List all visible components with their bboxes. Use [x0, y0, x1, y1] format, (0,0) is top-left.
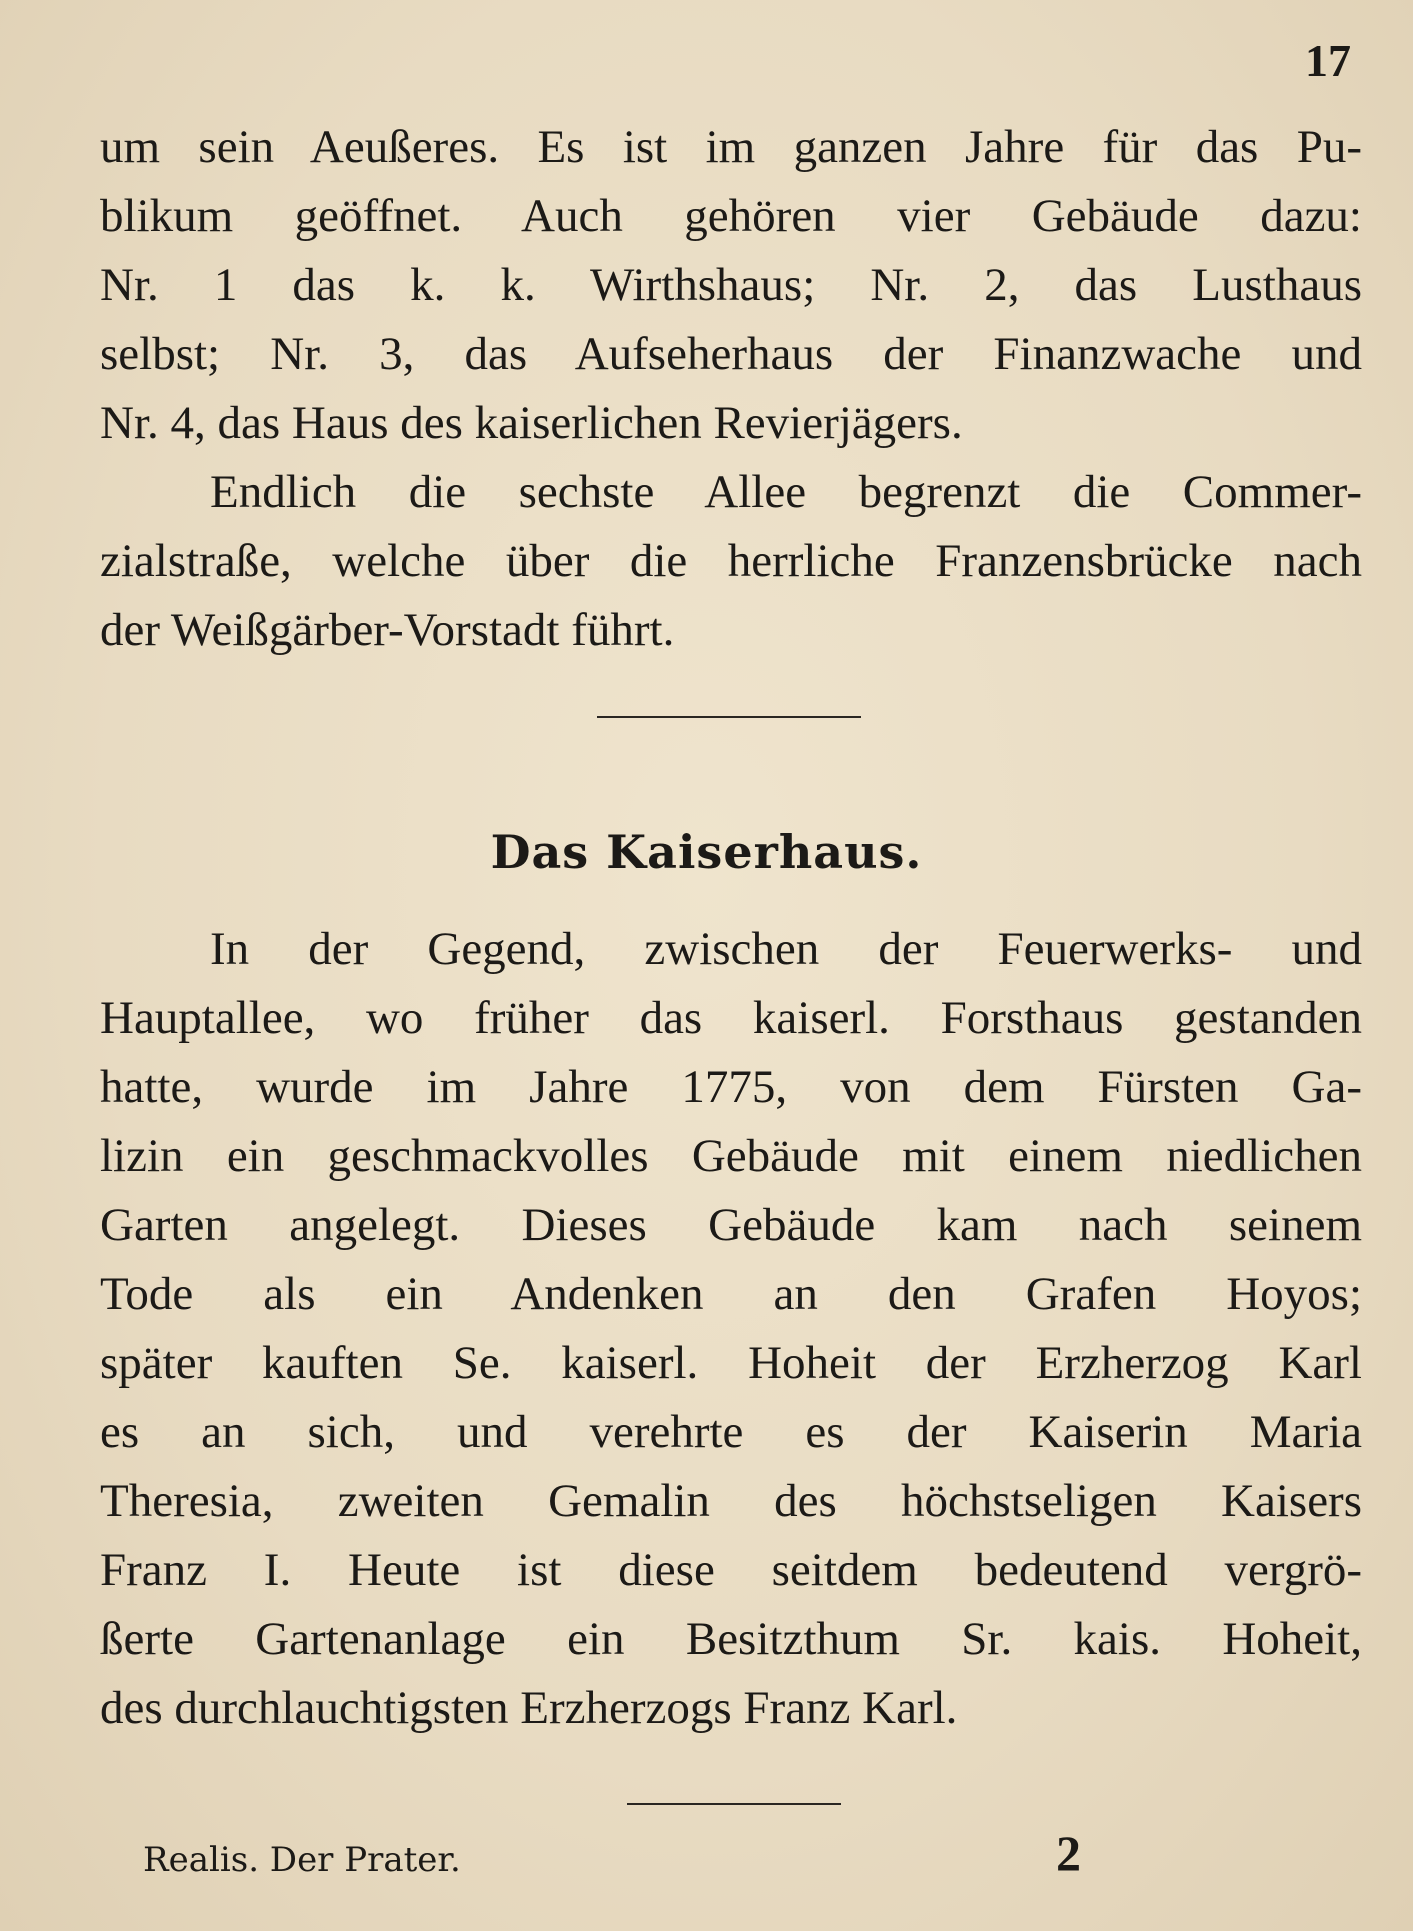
text-line: Hauptallee, wo früher das kaiserl. Forsthaus gestanden	[100, 992, 1362, 1044]
text-line: lizin ein geschmackvolles Gebäude mit einem niedlichen	[100, 1130, 1362, 1182]
text-line: ßerte Gartenanlage ein Besitzthum Sr. kais. Hoheit,	[100, 1613, 1362, 1665]
text-line: der Weißgärber-Vorstadt führt.	[100, 604, 675, 656]
text-line: des durchlauchtigsten Erzherzogs Franz Karl.	[100, 1682, 958, 1734]
signature-mark: 2	[1056, 1825, 1081, 1881]
footer-signature: Realis. Der Prater.	[143, 1840, 461, 1880]
text-line: Theresia, zweiten Gemalin des höchstseligen Kaisers	[100, 1475, 1362, 1527]
text-line: In der Gegend, zwischen der Feuerwerks- und	[210, 923, 1362, 975]
text-line: selbst; Nr. 3, das Aufseherhaus der Finanzwache und	[100, 328, 1362, 380]
text-line: Nr. 4, das Haus des kaiserlichen Revierjägers.	[100, 397, 963, 449]
text-line: Garten angelegt. Dieses Gebäude kam nach seinem	[100, 1199, 1362, 1251]
text-line: später kauften Se. kaiserl. Hoheit der Erzherzog Karl	[100, 1337, 1362, 1389]
text-line: Endlich die sechste Allee begrenzt die Commer-	[210, 466, 1362, 518]
section-divider	[597, 716, 861, 718]
text-line: um sein Aeußeres. Es ist im ganzen Jahre für das Pu-	[100, 121, 1362, 173]
text-line: zialstraße, welche über die herrliche Franzensbrücke nach	[100, 535, 1362, 587]
footer-divider	[627, 1803, 841, 1805]
text-block-bottom	[100, 915, 1362, 1743]
page-number: 17	[1305, 35, 1351, 86]
text-block-top	[100, 113, 1362, 665]
text-line: es an sich, und verehrte es der Kaiserin Maria	[100, 1406, 1362, 1458]
text-line: hatte, wurde im Jahre 1775, von dem Fürsten Ga-	[100, 1061, 1362, 1113]
text-line: Nr. 1 das k. k. Wirthshaus; Nr. 2, das Lusthaus	[100, 259, 1362, 311]
text-line: Tode als ein Andenken an den Grafen Hoyos;	[100, 1268, 1362, 1320]
text-line: Franz I. Heute ist diese seitdem bedeutend vergrö-	[100, 1544, 1362, 1596]
section-heading: Das Kaiserhaus.	[490, 825, 923, 879]
text-line: blikum geöffnet. Auch gehören vier Gebäude dazu:	[100, 190, 1362, 242]
